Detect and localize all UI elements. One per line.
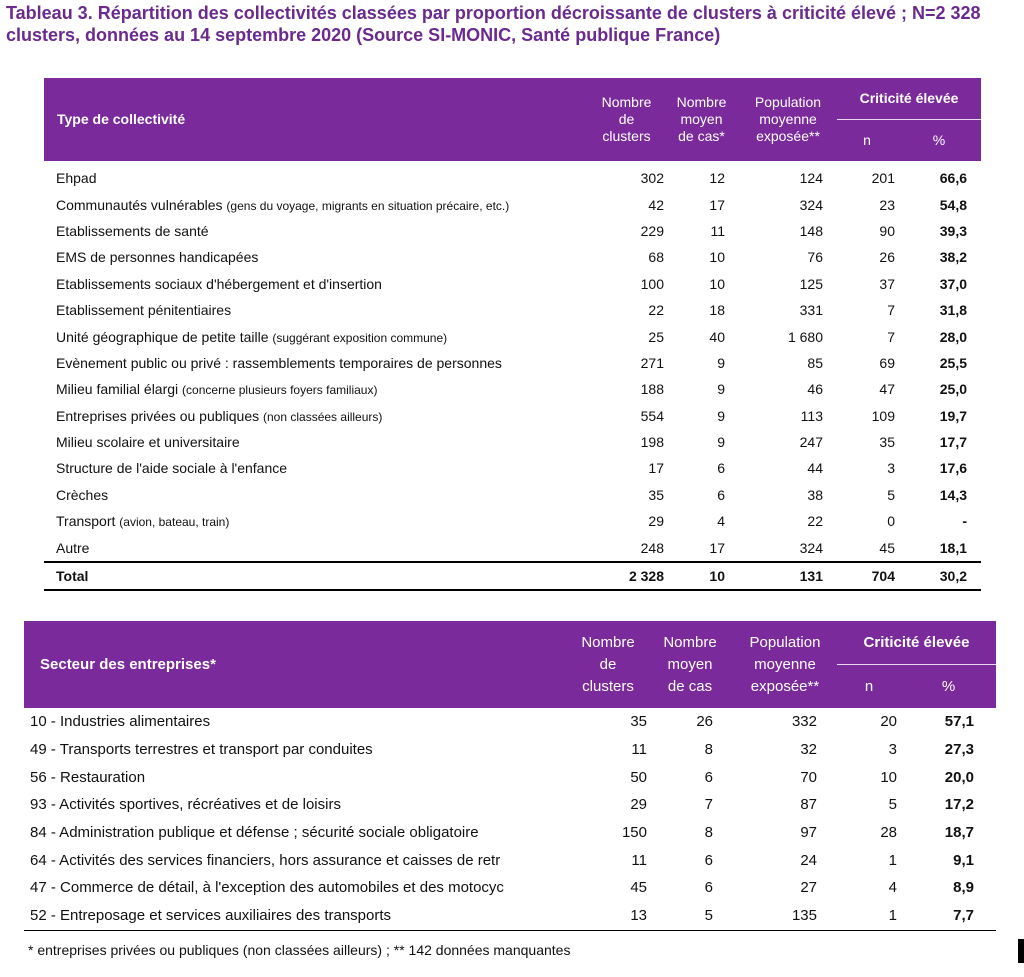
row-label-text: EMS de personnes handicapées (56, 249, 259, 266)
cell-clusters: 198 (640, 434, 664, 451)
cell-cas: 12 (709, 170, 725, 187)
table-title: Tableau 3. Répartition des collectivités classées par proportion décroissante de clusters à criticité élevé ; N=2 328 clusters, données au 14 septembre 2020 (Source SI-MONIC, Santé publique France) (6, 3, 981, 45)
cell-cas: 6 (704, 851, 713, 869)
table-row (44, 323, 981, 349)
cell-cas: 18 (709, 302, 725, 319)
cell-n: 109 (871, 407, 895, 424)
cell-pct: 7,7 (953, 907, 974, 925)
secteurs-table (24, 621, 996, 931)
row-label-text: Unité géographique de petite taille (56, 328, 269, 345)
cell-n: 90 (879, 222, 895, 239)
cell-population: 124 (799, 170, 823, 187)
table-row (44, 161, 981, 191)
row-label (44, 482, 589, 508)
row-label (44, 218, 589, 244)
table-row (24, 763, 996, 791)
cell-clusters: 29 (630, 796, 647, 814)
row-label: 10 - Industries alimentaires (30, 713, 211, 731)
table-row (44, 297, 981, 323)
cell-clusters: 302 (640, 170, 664, 187)
cell-clusters: 248 (640, 539, 664, 556)
row-label: 64 - Activités des services financiers, hors assurance et caisses de retr (30, 851, 501, 869)
cell-population: 24 (800, 851, 817, 869)
cell-population: 70 (800, 768, 817, 786)
cell-clusters: 188 (640, 381, 664, 398)
cell-population: 97 (800, 824, 817, 842)
row-label-note: (suggérant exposition commune) (272, 330, 448, 345)
row-label-note: (concerne plusieurs foyers familiaux) (182, 383, 378, 398)
row-label (44, 403, 589, 429)
row-label (44, 350, 589, 376)
row-label-text: Etablissements sociaux d'hébergement et d'insertion (56, 275, 382, 292)
cell-population: 113 (800, 407, 823, 424)
row-label: 93 - Activités sportives, récréatives et de loisirs (30, 796, 341, 814)
table-row (24, 819, 996, 847)
total-label: Total (44, 562, 589, 590)
header-population: Population moyenne exposée** (733, 621, 837, 708)
table-row (24, 874, 996, 902)
cell-cas: 40 (709, 328, 725, 345)
cell-pct: 57,1 (944, 713, 974, 731)
cell-cas: 4 (717, 513, 725, 530)
cell-n: 28 (880, 824, 897, 842)
cell-cas: 17 (709, 539, 725, 556)
table-row (44, 191, 981, 217)
cell-clusters: 29 (648, 513, 664, 530)
cell-cas: 8 (704, 824, 713, 842)
cell-population: 125 (799, 275, 823, 292)
table-row (24, 708, 996, 736)
cell-pct: 19,7 (939, 407, 967, 424)
cell-pct: 66,6 (939, 170, 967, 187)
cell-pct: 27,3 (944, 741, 974, 759)
table-row (24, 736, 996, 764)
table-row (24, 902, 996, 930)
table-row (44, 403, 981, 429)
row-label-text: Transport (56, 513, 116, 530)
cell-pct: - (962, 513, 967, 530)
row-label-note: (gens du voyage, migrants en situation précaire, etc.) (226, 198, 510, 213)
cell-population: 331 (799, 302, 823, 319)
cell-clusters: 150 (621, 824, 647, 842)
cell-pct: 31,8 (939, 302, 967, 319)
cell-pct: 28,0 (939, 328, 967, 345)
cell-population: 85 (807, 354, 823, 371)
cell-n: 7 (887, 302, 895, 319)
row-label-text: Crèches (56, 486, 109, 503)
table-row (24, 846, 996, 874)
cell-cas: 6 (717, 460, 725, 477)
row-label-text: Structure de l'aide sociale à l'enfance (56, 460, 288, 477)
cell-cas: 9 (717, 407, 725, 424)
table-row (44, 429, 981, 455)
row-label (44, 429, 589, 455)
row-label-text: Milieu scolaire et universitaire (56, 434, 240, 451)
row-label (44, 323, 589, 349)
header-n: n (837, 665, 901, 709)
cell-cas: 9 (717, 434, 725, 451)
row-label (44, 376, 589, 402)
header-criticite: Criticité élevée (837, 78, 981, 120)
row-label-text: Ehpad (56, 170, 97, 187)
cell-pct: 17,2 (944, 796, 974, 814)
cell-n: 23 (879, 196, 895, 213)
cell-population: 76 (807, 249, 823, 266)
cell-population: 332 (791, 713, 817, 731)
header-population: Population moyenne exposée** (739, 78, 837, 161)
edge-mark (1018, 939, 1024, 963)
row-label-text: Evènement public ou privé : rassemblements temporaires de personnes (56, 354, 502, 371)
cell-clusters: 100 (640, 275, 664, 292)
cell-cas: 6 (717, 486, 725, 503)
table-row (44, 218, 981, 244)
cell-n: 7 (887, 328, 895, 345)
header-type: Type de collectivité (44, 78, 589, 161)
cell-n: 0 (887, 513, 895, 530)
table-row (24, 791, 996, 819)
row-label (44, 161, 589, 191)
header-pct: % (897, 120, 981, 162)
cell-n: 3 (888, 741, 897, 759)
row-label: 47 - Commerce de détail, à l'exception des automobiles et des motocyc (30, 879, 504, 897)
header-secteur: Secteur des entreprises* (24, 621, 569, 708)
header-clusters: Nombre de clusters (589, 78, 664, 161)
cell-cas: 11 (710, 222, 725, 239)
table-row (44, 271, 981, 297)
row-label-text: Autre (56, 539, 90, 556)
cell-cas: 8 (704, 741, 713, 759)
table-row (44, 508, 981, 534)
collectivites-body (44, 161, 981, 562)
row-label-text: Entreprises privées ou publiques (56, 407, 260, 424)
cell-population: 44 (807, 460, 823, 477)
collectivites-table (44, 78, 981, 591)
row-label-text: Milieu familial élargi (56, 381, 179, 398)
cell-population: 87 (800, 796, 817, 814)
cell-pct: 14,3 (939, 486, 967, 503)
total-row (44, 562, 981, 590)
total-n: 704 (837, 562, 897, 590)
cell-population: 148 (799, 222, 823, 239)
cell-pct: 25,5 (939, 354, 967, 371)
row-label (44, 508, 589, 534)
cell-pct: 25,0 (939, 381, 967, 398)
cell-pct: 20,0 (944, 768, 974, 786)
cell-population: 32 (800, 741, 817, 759)
table-row (44, 455, 981, 481)
secteurs-body (24, 708, 996, 930)
cell-clusters: 11 (631, 851, 647, 869)
cell-clusters: 35 (630, 713, 647, 731)
row-label (44, 534, 589, 561)
cell-population: 324 (799, 539, 823, 556)
row-label (44, 191, 589, 217)
cell-population: 1 680 (787, 328, 823, 345)
row-label-text: Etablissement pénitentiaires (56, 302, 232, 319)
cell-clusters: 25 (648, 328, 664, 345)
table-row (44, 534, 981, 561)
secteurs-header (24, 621, 996, 708)
cell-pct: 39,3 (939, 222, 967, 239)
cell-population: 22 (807, 513, 823, 530)
cell-clusters: 50 (630, 768, 647, 786)
header-cas: Nombre moyen de cas (647, 621, 733, 708)
cell-n: 20 (880, 713, 897, 731)
cell-population: 38 (807, 486, 823, 503)
cell-pct: 9,1 (953, 851, 974, 869)
cell-cas: 5 (704, 907, 713, 925)
cell-clusters: 42 (648, 196, 664, 213)
cell-clusters: 13 (630, 907, 647, 925)
total-cas: 10 (664, 562, 739, 590)
cell-n: 37 (879, 275, 895, 292)
cell-n: 201 (871, 170, 895, 187)
header-cas: Nombre moyen de cas* (664, 78, 739, 161)
row-label-note: (non classées ailleurs) (263, 409, 383, 424)
cell-n: 45 (879, 539, 895, 556)
cell-cas: 7 (704, 796, 713, 814)
cell-n: 4 (888, 879, 897, 897)
cell-pct: 18,1 (939, 539, 967, 556)
row-label: 56 - Restauration (30, 768, 146, 786)
row-label-text: Etablissements de santé (56, 222, 209, 239)
header-pct: % (901, 665, 996, 709)
header-clusters: Nombre de clusters (569, 621, 647, 708)
cell-cas: 9 (717, 354, 725, 371)
cell-clusters: 271 (640, 354, 664, 371)
cell-cas: 17 (709, 196, 725, 213)
cell-n: 3 (887, 460, 895, 477)
cell-population: 46 (807, 381, 823, 398)
cell-pct: 37,0 (939, 275, 967, 292)
cell-clusters: 45 (630, 879, 647, 897)
cell-cas: 10 (709, 275, 725, 292)
cell-n: 5 (887, 486, 895, 503)
cell-clusters: 229 (640, 222, 664, 239)
row-label: 49 - Transports terrestres et transport par conduites (30, 741, 373, 759)
total-population: 131 (739, 562, 837, 590)
header-n: n (837, 120, 897, 162)
cell-cas: 6 (704, 879, 713, 897)
total-clusters: 2 328 (589, 562, 664, 590)
header-criticite: Criticité élevée (837, 621, 996, 665)
row-label (44, 297, 589, 323)
cell-pct: 17,7 (939, 434, 967, 451)
cell-clusters: 11 (631, 741, 647, 759)
cell-n: 35 (879, 434, 895, 451)
cell-clusters: 35 (648, 486, 664, 503)
total-pct: 30,2 (897, 562, 981, 590)
cell-population: 135 (791, 907, 817, 925)
cell-n: 1 (888, 907, 897, 925)
table-row (44, 376, 981, 402)
table-row (44, 350, 981, 376)
cell-clusters: 17 (648, 460, 664, 477)
cell-population: 247 (799, 434, 823, 451)
footnote: * entreprises privées ou publiques (non classées ailleurs) ; ** 142 données manquantes (28, 942, 571, 958)
cell-pct: 54,8 (939, 196, 967, 213)
cell-n: 69 (879, 354, 895, 371)
cell-population: 27 (800, 879, 817, 897)
table-row (44, 244, 981, 270)
cell-clusters: 554 (640, 407, 664, 424)
cell-n: 1 (888, 851, 897, 869)
cell-n: 5 (888, 796, 897, 814)
cell-n: 47 (879, 381, 895, 398)
cell-n: 26 (879, 249, 895, 266)
cell-pct: 17,6 (939, 460, 967, 477)
cell-cas: 6 (704, 768, 713, 786)
collectivites-header (44, 78, 981, 161)
cell-clusters: 68 (648, 249, 664, 266)
row-label-text: Communautés vulnérables (56, 196, 223, 213)
row-label: 52 - Entreposage et services auxiliaires des transports (30, 907, 392, 925)
row-label (44, 271, 589, 297)
cell-pct: 8,9 (953, 879, 974, 897)
cell-cas: 10 (709, 249, 725, 266)
cell-pct: 38,2 (939, 249, 967, 266)
cell-clusters: 22 (648, 302, 664, 319)
row-label-note: (avion, bateau, train) (119, 515, 230, 530)
row-label (44, 455, 589, 481)
row-label: 84 - Administration publique et défense ; sécurité sociale obligatoire (30, 824, 479, 842)
table-row (44, 482, 981, 508)
cell-cas: 9 (717, 381, 725, 398)
cell-population: 324 (799, 196, 823, 213)
cell-pct: 18,7 (944, 824, 974, 842)
cell-n: 10 (880, 768, 897, 786)
cell-cas: 26 (696, 713, 713, 731)
row-label (44, 244, 589, 270)
